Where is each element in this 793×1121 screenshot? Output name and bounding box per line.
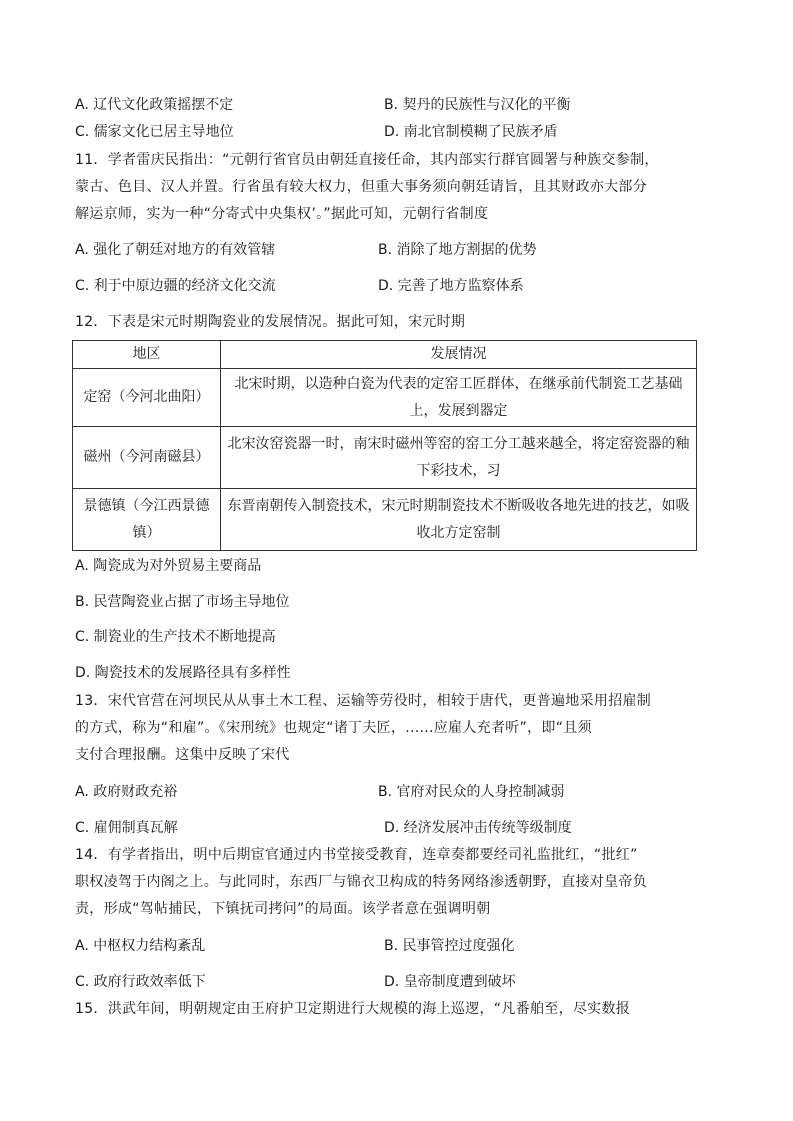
q10-option-c: C. 儒家文化已居主导地位 (75, 124, 234, 140)
q14-option-d: D. 皇帝制度遭到破坏 (384, 974, 516, 990)
q10-option-d: D. 南北官制模糊了民族矛盾 (384, 124, 558, 140)
q12-option-c: C. 制瓷业的生产技术不断地提高 (75, 629, 276, 645)
q14-stem-line-3: 责，形成“驾帖捕民，下镇抚司拷问”的局面。该学者意在强调明朝 (75, 901, 491, 917)
table-header-detail: 发展情况 (221, 341, 697, 369)
detail-line: 上，发展到器定 (409, 402, 508, 419)
q11-stem-line-2: 蒙古、色目、汉人并置。行省虽有较大权力，但重大事务须向朝廷请旨，且其财政亦大部分 (75, 179, 647, 195)
q13-stem-line-3: 支付合理报酬。这集中反映了宋代 (75, 747, 290, 763)
q10-option-a: A. 辽代文化政策摇摆不定 (75, 97, 234, 113)
q13-option-c: C. 雇佣制真瓦解 (75, 820, 178, 836)
q11-stem-line-3: 解运京师，实为一种“分寄式中央集权’。”据此可知，元朝行省制度 (75, 206, 489, 222)
detail-line: 北宋汝窑瓷器一时，南宋时磁州等窑的窑工分工越来越全，将定窑瓷器的釉 (227, 435, 690, 452)
q14-stem-line-2: 职权凌驾于内阁之上。与此同时，东西厂与锦衣卫构成的特务网络渗透朝野，直接对皇帝负 (75, 874, 647, 890)
detail-line: 东晋南朝传入制瓷技术，宋元时期制瓷技术不断吸收各地先进的技艺，如吸 (227, 497, 690, 514)
region-line: 镇） (132, 524, 161, 541)
table-cell-detail (221, 427, 697, 489)
q15-stem-line-1: 15．洪武年间，明朝规定由王府护卫定期进行大规模的海上巡逻，“凡番舶至，尽实数报 (75, 1001, 631, 1017)
table-row (73, 427, 697, 489)
q11-stem-line-1: 11．学者雷庆民指出：“元朝行省官员由朝廷直接任命，其内部实行群官圆署与种族交参制， (75, 152, 659, 168)
q12-option-a: A. 陶瓷成为对外贸易主要商品 (75, 558, 262, 574)
detail-line: 北宋时期，以造种白瓷为代表的定窑工匠群体，在继承前代制瓷工艺基础 (234, 375, 683, 392)
table-cell-detail (221, 369, 697, 427)
table-row (73, 489, 697, 551)
q12-option-d: D. 陶瓷技术的发展路径具有多样性 (75, 665, 291, 681)
q11-option-a: A. 强化了朝廷对地方的有效管辖 (75, 242, 276, 258)
q13-stem-line-1: 13．宋代官营在河坝民从从事土木工程、运输等劳役时，相较于唐代，更普遍地采用招雇制 (75, 693, 652, 709)
table-cell-region: 磁州（今河南磁县） (73, 427, 221, 489)
detail-line: 收北方定窑制 (416, 524, 501, 541)
q11-option-c: C. 利于中原边疆的经济文化交流 (75, 278, 276, 294)
q14-stem-line-1: 14．有学者指出，明中后期宦官通过内书堂接受教育，连章奏都要经司礼监批红，“批红” (75, 847, 638, 863)
q14-option-a: A. 中枢权力结构紊乱 (75, 938, 206, 954)
q12-data-table (72, 340, 697, 551)
q13-option-b: B. 官府对民众的人身控制减弱 (378, 784, 565, 800)
q11-option-b: B. 消除了地方割据的优势 (378, 242, 537, 258)
table-header-row (73, 341, 697, 369)
table-cell-detail (221, 489, 697, 551)
q13-stem-line-2: 的方式，称为“和雇”。《宋刑统》也规定“诸丁夫匠，......应雇人充者听”，即“且须 (75, 720, 592, 736)
table-header-region: 地区 (73, 341, 221, 369)
q13-option-a: A. 政府财政充裕 (75, 784, 178, 800)
table-row (73, 369, 697, 427)
table-cell-region (73, 489, 221, 551)
table-cell-region: 定窑（今河北曲阳） (73, 369, 221, 427)
q14-option-c: C. 政府行政效率低下 (75, 974, 206, 990)
q11-option-d: D. 完善了地方监察体系 (378, 278, 524, 294)
region-line: 景德镇（今江西景德 (83, 497, 210, 514)
q12-stem: 12．下表是宋元时期陶瓷业的发展情况。据此可知，宋元时期 (75, 314, 466, 330)
q12-option-b: B. 民营陶瓷业占据了市场主导地位 (75, 594, 290, 610)
q13-option-d: D. 经济发展冲击传统等级制度 (384, 820, 572, 836)
q10-option-b: B. 契丹的民族性与汉化的平衡 (384, 97, 571, 113)
detail-line: 下彩技术，习 (416, 462, 501, 479)
q14-option-b: B. 民事管控过度强化 (384, 938, 515, 954)
